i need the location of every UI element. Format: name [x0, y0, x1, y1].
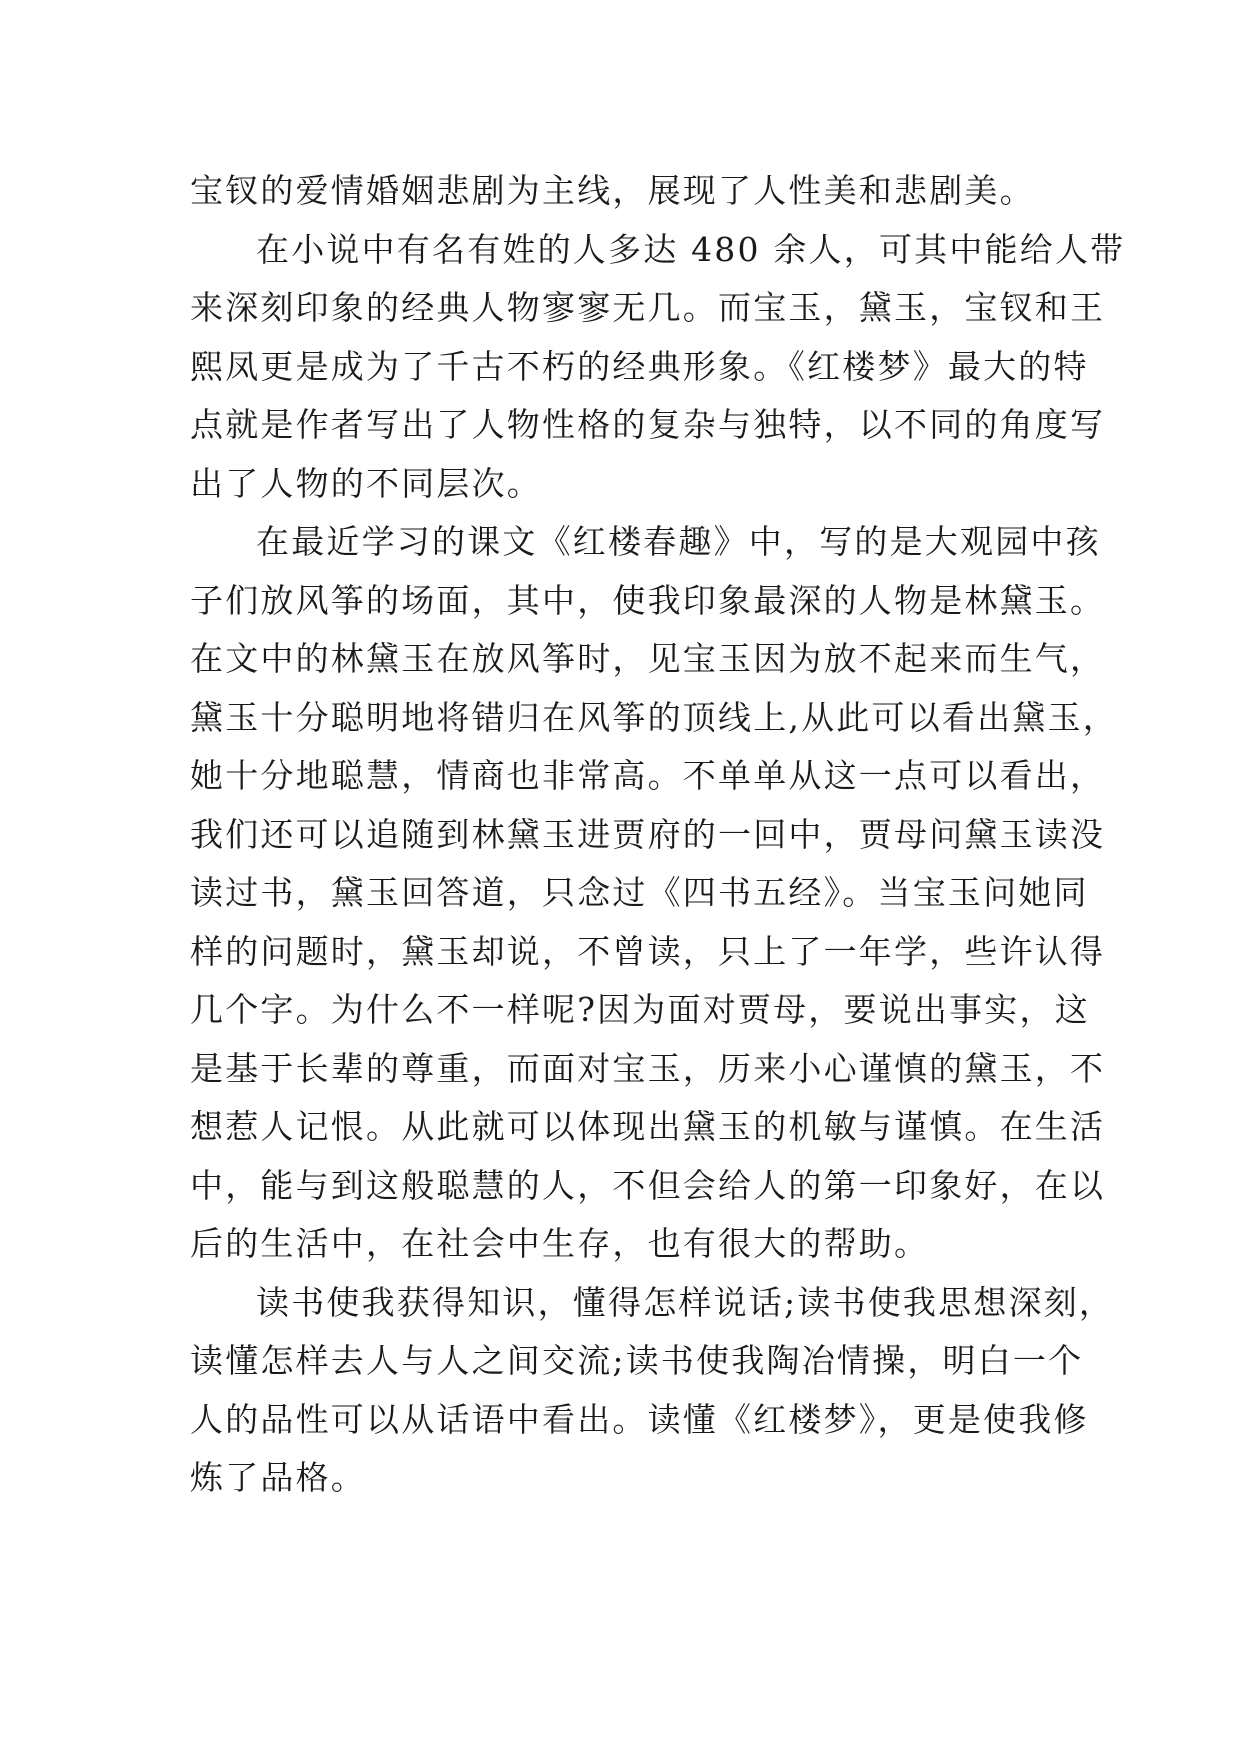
essay-body: [190, 162, 1126, 1508]
text-line: 想惹人记恨。从此就可以体现出黛玉的机敏与谨慎。在生活: [190, 1107, 1106, 1146]
text-line: 读书使我获得知识，懂得怎样说话;读书使我思想深刻，: [256, 1282, 1115, 1322]
text-line: 黛玉十分聪明地将错归在风筝的顶线上,从此可以看出黛玉，: [190, 697, 1118, 737]
text-line: 我们还可以追随到林黛玉进贾府的一回中，贾母问黛玉读没: [190, 814, 1106, 854]
text-line: 在最近学习的课文《红楼春趣》中，写的是大观园中孩: [256, 522, 1101, 561]
text-line: 样的问题时，黛玉却说，不曾读，只上了一年学，些许认得: [190, 931, 1106, 971]
text-line: 出了人物的不同层次。: [190, 463, 542, 503]
text-line: 后的生活中，在社会中生存，也有很大的帮助。: [190, 1224, 930, 1263]
text-line: 子们放风筝的场面，其中，使我印象最深的人物是林黛玉。: [190, 580, 1106, 620]
text-line: 在小说中有名有姓的人多达 480 余人，可其中能给人带: [256, 229, 1126, 269]
text-line: 宝钗的爱情婚姻悲剧为主线，展现了人性美和悲剧美。: [190, 171, 1035, 210]
text-line: 在文中的林黛玉在放风筝时，见宝玉因为放不起来而生气，: [190, 639, 1106, 678]
text-line: 是基于长辈的尊重，而面对宝玉，历来小心谨慎的黛玉，不: [190, 1048, 1106, 1088]
text-line: 读过书，黛玉回答道，只念过《四书五经》。当宝玉问她同: [190, 873, 1089, 912]
text-line: 点就是作者写出了人物性格的复杂与独特，以不同的角度写: [190, 405, 1106, 444]
text-line: 她十分地聪慧，情商也非常高。不单单从这一点可以看出，: [190, 756, 1106, 795]
text-line: 读懂怎样去人与人之间交流;读书使我陶冶情操，明白一个: [190, 1341, 1084, 1380]
text-line: 熙凤更是成为了千古不朽的经典形象。《红楼梦》最大的特: [190, 346, 1089, 386]
text-line: 中，能与到这般聪慧的人，不但会给人的第一印象好，在以: [190, 1165, 1106, 1205]
text-line: 几个字。为什么不一样呢?因为面对贾母，要说出事实，这: [190, 990, 1090, 1029]
text-line: 来深刻印象的经典人物寥寥无几。而宝玉，黛玉，宝钗和王: [190, 288, 1106, 327]
text-line: 人的品性可以从话语中看出。读懂《红楼梦》，更是使我修: [190, 1399, 1089, 1439]
text-line: 炼了品格。: [190, 1458, 366, 1497]
